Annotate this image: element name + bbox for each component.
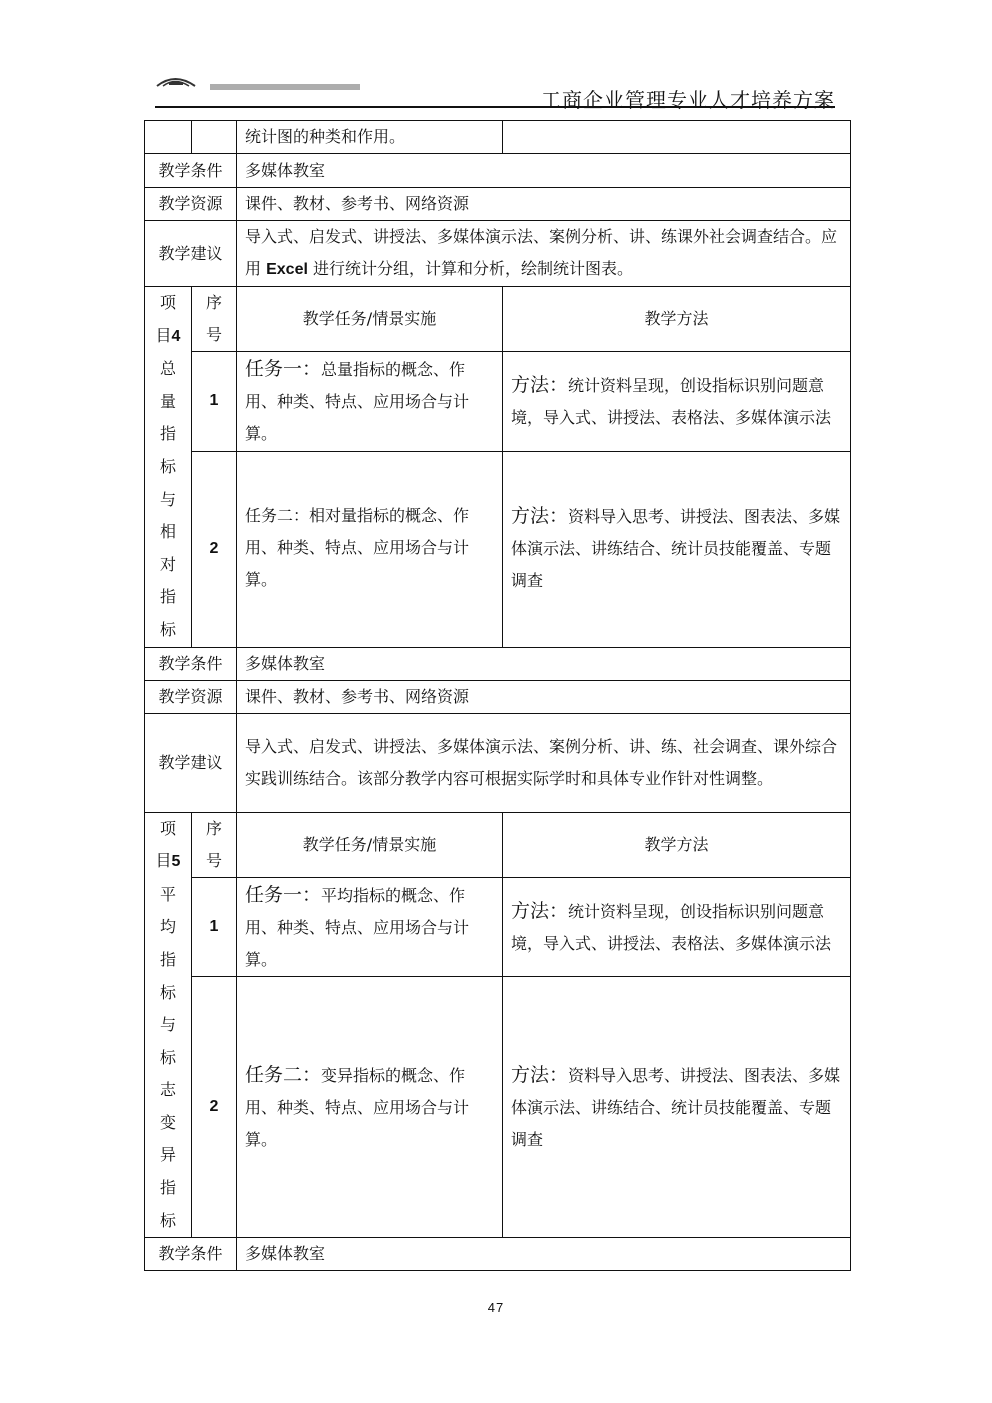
project-name-char: 变	[159, 1112, 176, 1132]
method-header: 教学方法	[503, 812, 851, 878]
school-logo-icon	[155, 72, 375, 92]
table-row	[145, 647, 851, 680]
task-text: 任务二：变异指标的概念、作用、种类、特点、应用场合与计算。	[237, 976, 503, 1237]
project-name-char: 均	[159, 917, 176, 937]
project-label: 项	[159, 818, 176, 838]
method-header: 教学方法	[503, 287, 851, 352]
seq-number: 2	[192, 976, 237, 1237]
row-label: 教学建议	[145, 713, 237, 812]
seq-number: 1	[192, 352, 237, 451]
seq-header: 序 号	[192, 812, 237, 878]
row-value: 导入式、启发式、讲授法、多媒体演示法、案例分析、讲、练、社会调查、课外综合实践训练结合。该部分教学内容可根据实际学时和具体专业作针对性调整。	[237, 713, 851, 812]
empty-cell	[145, 121, 192, 154]
row-label: 教学条件	[145, 154, 237, 188]
table-row	[145, 154, 851, 188]
project-name-char: 标	[159, 982, 176, 1002]
project-name-char: 指	[159, 949, 176, 969]
project-number: 5	[171, 853, 181, 871]
header-title: 工商企业管理专业人才培养方案	[541, 88, 835, 112]
method-text: 方法：资料导入思考、讲授法、图表法、多媒体演示法、讲练结合、统计员技能覆盖、专题调查	[503, 976, 851, 1237]
project-name	[153, 879, 183, 1238]
task-text: 任务一：平均指标的概念、作用、种类、特点、应用场合与计算。	[237, 878, 503, 977]
project-number: 4	[171, 327, 181, 345]
row-value: 多媒体教室	[237, 154, 851, 188]
row-label: 教学条件	[145, 647, 237, 680]
method-text: 方法：统计资料呈现，创设指标识别问题意境，导入式、讲授法、表格法、多媒体演示法	[503, 878, 851, 977]
project-name-char: 异	[159, 1145, 176, 1165]
table-row	[145, 976, 851, 1237]
table-row	[145, 713, 851, 812]
row-value: 课件、教材、参考书、网络资源	[237, 188, 851, 221]
task-text: 统计图的种类和作用。	[237, 121, 503, 154]
table-row	[145, 121, 851, 154]
row-label: 教学条件	[145, 1238, 237, 1271]
project-name-char: 与	[159, 489, 176, 509]
task-text: 任务二：相对量指标的概念、作用、种类、特点、应用场合与计算。	[237, 451, 503, 647]
table-row	[145, 352, 851, 451]
project-name-char: 与	[159, 1015, 176, 1035]
project-name-char: 标	[159, 1210, 176, 1230]
page-number: 47	[487, 1300, 505, 1315]
curriculum-table	[144, 120, 851, 1271]
table-row	[145, 188, 851, 221]
row-value	[237, 221, 851, 287]
task-header: 教学任务/情景实施	[237, 812, 503, 878]
page-header	[155, 70, 835, 110]
empty-cell	[192, 121, 237, 154]
project-name	[153, 353, 183, 646]
project-name-char: 指	[159, 587, 176, 607]
row-value: 多媒体教室	[237, 1238, 851, 1271]
table-row	[145, 1238, 851, 1271]
row-value: 课件、教材、参考书、网络资源	[237, 680, 851, 713]
project-name-char: 对	[159, 554, 176, 574]
task-header: 教学任务/情景实施	[237, 287, 503, 352]
row-label: 教学资源	[145, 680, 237, 713]
table-row	[145, 451, 851, 647]
project-name-char: 平	[159, 884, 176, 904]
project-name-char: 相	[159, 522, 176, 542]
excel-keyword: Excel	[266, 261, 308, 278]
task-text: 任务一：总量指标的概念、作用、种类、特点、应用场合与计算。	[237, 352, 503, 451]
project-name-char: 指	[159, 1178, 176, 1198]
project-name-char: 志	[159, 1080, 176, 1100]
table-row	[145, 812, 851, 878]
method-text: 方法：资料导入思考、讲授法、图表法、多媒体演示法、讲练结合、统计员技能覆盖、专题调查	[503, 451, 851, 647]
header-rule	[155, 106, 835, 108]
project-name-char: 标	[159, 456, 176, 476]
row-label: 教学资源	[145, 188, 237, 221]
project-name-char: 量	[159, 391, 176, 411]
seq-number: 2	[192, 451, 237, 647]
project-name-char: 总	[159, 359, 176, 379]
method-text: 方法：统计资料呈现，创设指标识别问题意境，导入式、讲授法、表格法、多媒体演示法	[503, 352, 851, 451]
project-4-cell	[145, 287, 192, 648]
advice-text: 进行统计分组，计算和分析，绘制统计图表。	[313, 259, 634, 278]
table-row	[145, 878, 851, 977]
project-label: 项	[159, 293, 176, 312]
project-name-char: 标	[159, 619, 176, 639]
advice-text: 导入式、启发式、讲授法、多媒体演示法、案例分析、讲、练课外社会调查结合。应用	[245, 227, 838, 278]
empty-cell	[503, 121, 851, 154]
project-name-char: 标	[159, 1047, 176, 1067]
table-row	[145, 221, 851, 287]
project-name-char: 指	[159, 424, 176, 444]
row-label: 教学建议	[145, 221, 237, 287]
seq-number: 1	[192, 878, 237, 977]
project-label: 目4	[155, 325, 181, 345]
seq-header: 序 号	[192, 287, 237, 352]
row-value: 多媒体教室	[237, 647, 851, 680]
table-row	[145, 680, 851, 713]
project-label: 目5	[155, 851, 181, 871]
table-row	[145, 287, 851, 352]
project-5-cell	[145, 812, 192, 1238]
